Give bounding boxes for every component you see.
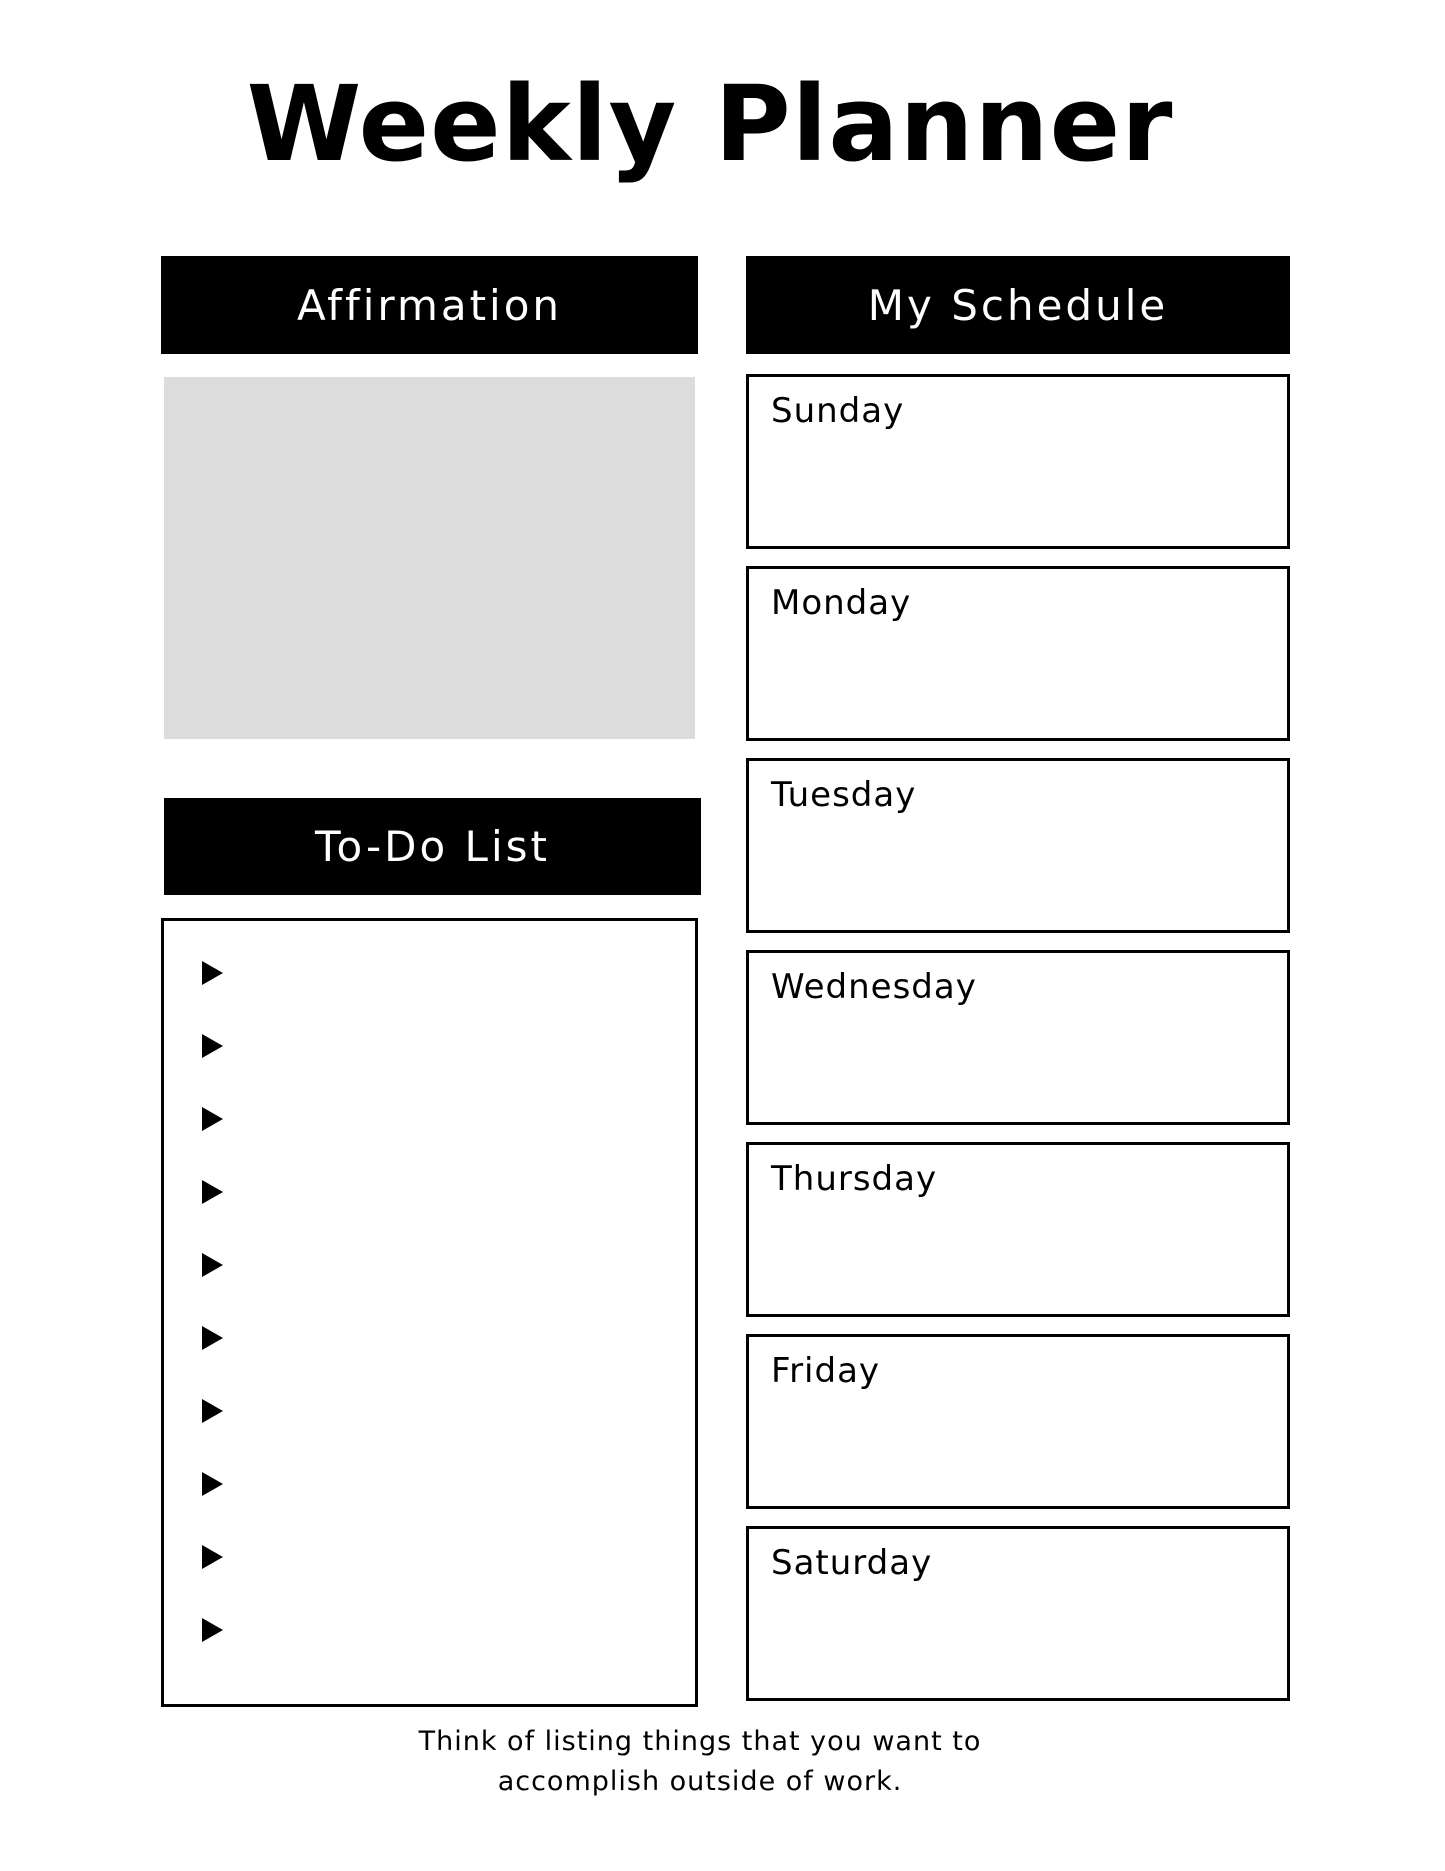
day-label: Friday xyxy=(771,1351,881,1391)
todo-list[interactable] xyxy=(161,918,698,1707)
day-box-wednesday[interactable] xyxy=(746,950,1290,1125)
day-label: Tuesday xyxy=(771,775,917,815)
page-title: Weekly Planner xyxy=(246,63,1174,185)
triangle-right-icon xyxy=(202,1180,223,1204)
day-box-monday[interactable] xyxy=(746,566,1290,741)
triangle-right-icon xyxy=(202,1399,223,1423)
day-box-friday[interactable] xyxy=(746,1334,1290,1509)
triangle-right-icon xyxy=(202,1618,223,1642)
affirmation-area[interactable] xyxy=(164,377,695,739)
footer-note-line: Think of listing things that you want to xyxy=(418,1726,982,1757)
schedule-header xyxy=(746,256,1290,354)
triangle-right-icon xyxy=(202,1034,223,1058)
triangle-right-icon xyxy=(202,1545,223,1569)
footer-note-line: accomplish outside of work. xyxy=(497,1766,903,1797)
affirmation-header xyxy=(161,256,698,354)
footer-note xyxy=(350,1722,1050,1802)
day-label: Saturday xyxy=(771,1543,933,1583)
triangle-right-icon xyxy=(202,1253,223,1277)
triangle-right-icon xyxy=(202,1326,223,1350)
day-label: Thursday xyxy=(771,1159,938,1199)
day-box-thursday[interactable] xyxy=(746,1142,1290,1317)
triangle-right-icon xyxy=(202,1107,223,1131)
day-label: Sunday xyxy=(771,391,905,431)
todo-header xyxy=(164,798,701,895)
triangle-right-icon xyxy=(202,1472,223,1496)
affirmation-header-label: Affirmation xyxy=(296,280,563,330)
day-box-sunday[interactable] xyxy=(746,374,1290,549)
triangle-right-icon xyxy=(202,961,223,985)
day-label: Wednesday xyxy=(771,967,977,1007)
todo-header-label: To-Do List xyxy=(315,822,550,871)
day-label: Monday xyxy=(771,583,912,623)
day-box-saturday[interactable] xyxy=(746,1526,1290,1701)
day-box-tuesday[interactable] xyxy=(746,758,1290,933)
schedule-header-label: My Schedule xyxy=(867,280,1169,330)
